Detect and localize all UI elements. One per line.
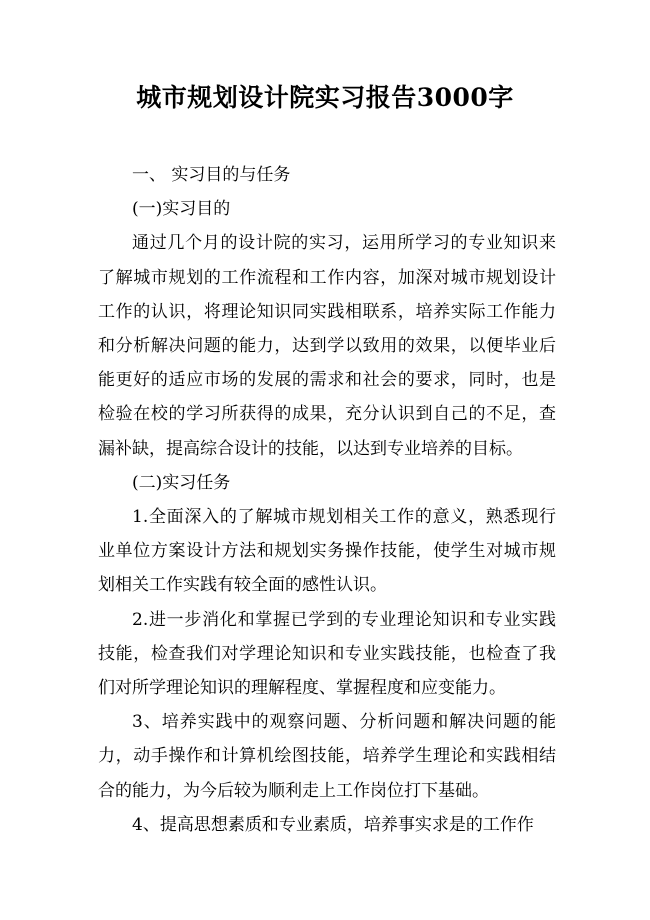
task-item-3: 3、培养实践中的观察问题、分析问题和解决问题的能力，动手操作和计算机绘图技能，培养学生理论和实践相结合的能力，为今后较为顺利走上工作岗位打下基础。 — [98, 712, 556, 801]
subsection-heading-purpose: (一)实习目的 — [132, 199, 231, 220]
task-item-2: 2.进一步消化和掌握已学到的专业理论知识和专业实践技能，检查我们对学理论知识和专业实践技能，也检查了我们对所学理论知识的理解程度、掌握程度和应变能力。 — [98, 609, 556, 699]
subsection-heading-tasks: (二)实习任务 — [132, 472, 231, 493]
document-title: 城市规划设计院实习报告3000字 — [136, 83, 514, 112]
task-item-4: 4、提高思想素质和专业素质，培养事实求是的工作作 — [132, 814, 534, 835]
task-item-1: 1.全面深入的了解城市规划相关工作的意义，熟悉现行业单位方案设计方法和规划实务操作技能，使学生对城市规划相关工作实践有较全面的感性认识。 — [98, 507, 556, 596]
section-heading: 一、 实习目的与任务 — [132, 165, 291, 185]
document-body — [98, 158, 556, 842]
paragraph-purpose: 通过几个月的设计院的实习，运用所学习的专业知识来了解城市规划的工作流程和工作内容，加深对城市规划设计工作的认识，将理论知识同实践相联系，培养实际工作能力和分析解决问题的能力，达到学以致用的效果，以便毕业后能更好的适应市场的发展的需求和社会的要求，同时，也是检验在校的学习所获得的成果，充分认识到自己的不足，查漏补缺，提高综合设计的技能，以达到专业培养的目标。 — [98, 233, 556, 459]
